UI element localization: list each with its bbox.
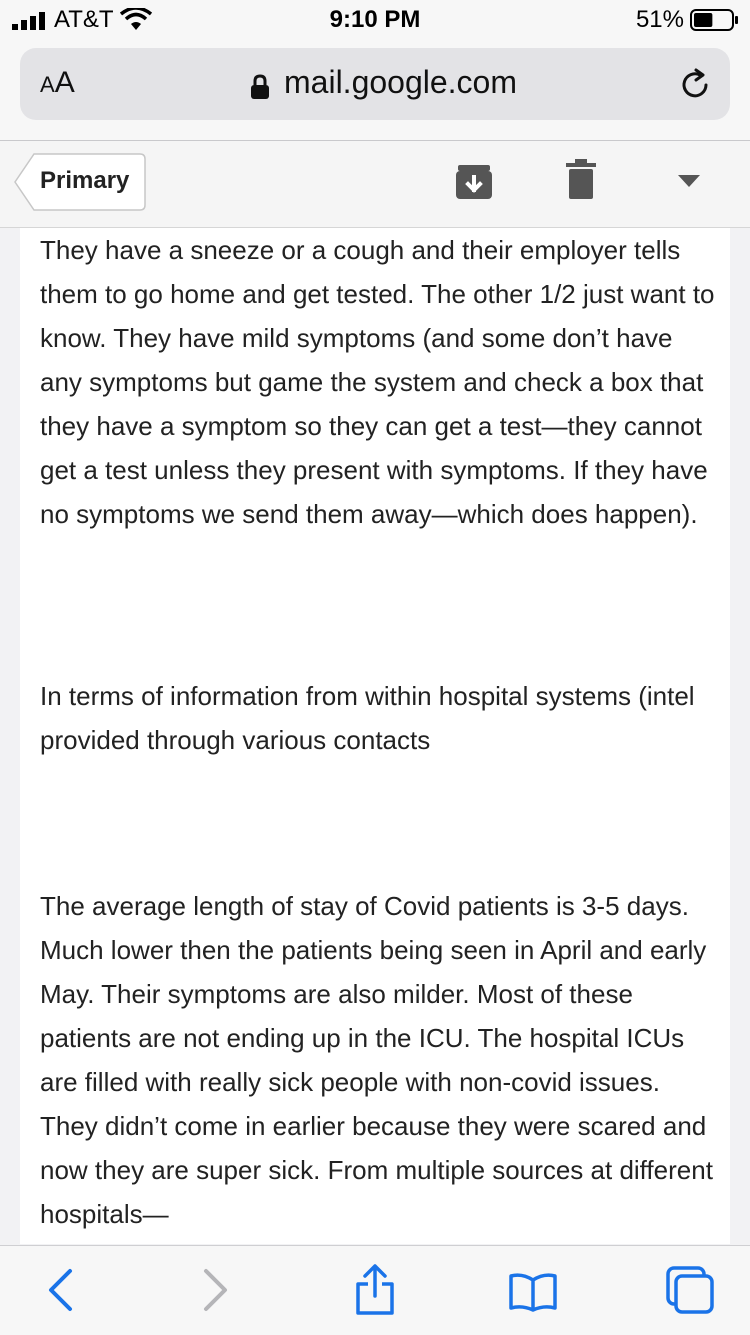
trash-icon[interactable] (566, 159, 596, 199)
lock-icon (250, 74, 270, 100)
email-paragraph-2: In terms of information from within hospital systems (intel provided through various contacts (40, 681, 695, 755)
email-paragraph-3: The average length of stay of Covid patients is 3-5 days. Much lower then the patients being seen in April and early May. Their symptoms are also milder. Most of these patients are not ending up in the ICU. The hospital ICUs are filled with really sick people with non-covid issues. They didn’t come in earlier because they were scared and now they are super sick. From multiple sources at different hospitals— (40, 891, 713, 1229)
archive-icon[interactable] (456, 163, 492, 201)
message-toolbar (0, 141, 750, 228)
reload-icon[interactable] (678, 68, 712, 102)
forward-arrow-icon (202, 1268, 230, 1312)
url-text[interactable]: mail.google.com (284, 64, 517, 100)
back-button-label: Primary (40, 167, 130, 194)
share-icon[interactable] (354, 1264, 396, 1316)
email-paragraph-1: They have a sneeze or a cough and their employer tells them to go home and get tested. The other 1/2 just want to know. They have mild symptoms (and some don’t have any symptoms but game the system and check a box that they have a symptom so they can get a test—they cannot get a test unless they present with symptoms. If they have no symptoms we send them away—which does happen). (40, 235, 715, 529)
battery-percent: 51% (635, 6, 684, 33)
battery-icon (690, 9, 740, 31)
address-bar[interactable] (20, 48, 730, 120)
bookmarks-icon[interactable] (508, 1272, 558, 1312)
reader-view-button[interactable]: AA (40, 66, 75, 99)
chevron-down-icon[interactable] (678, 175, 700, 189)
status-time: 9:10 PM (329, 6, 421, 33)
browser-bottom-bar (0, 1245, 750, 1335)
status-bar (0, 0, 750, 40)
back-to-primary-button[interactable] (14, 153, 146, 209)
back-arrow-icon[interactable] (46, 1268, 74, 1312)
carrier-name: AT&T (54, 6, 114, 33)
browser-address-area (0, 40, 750, 141)
photo-glare (20, 762, 730, 836)
email-body[interactable] (20, 228, 730, 1244)
tabs-icon[interactable] (664, 1266, 716, 1316)
